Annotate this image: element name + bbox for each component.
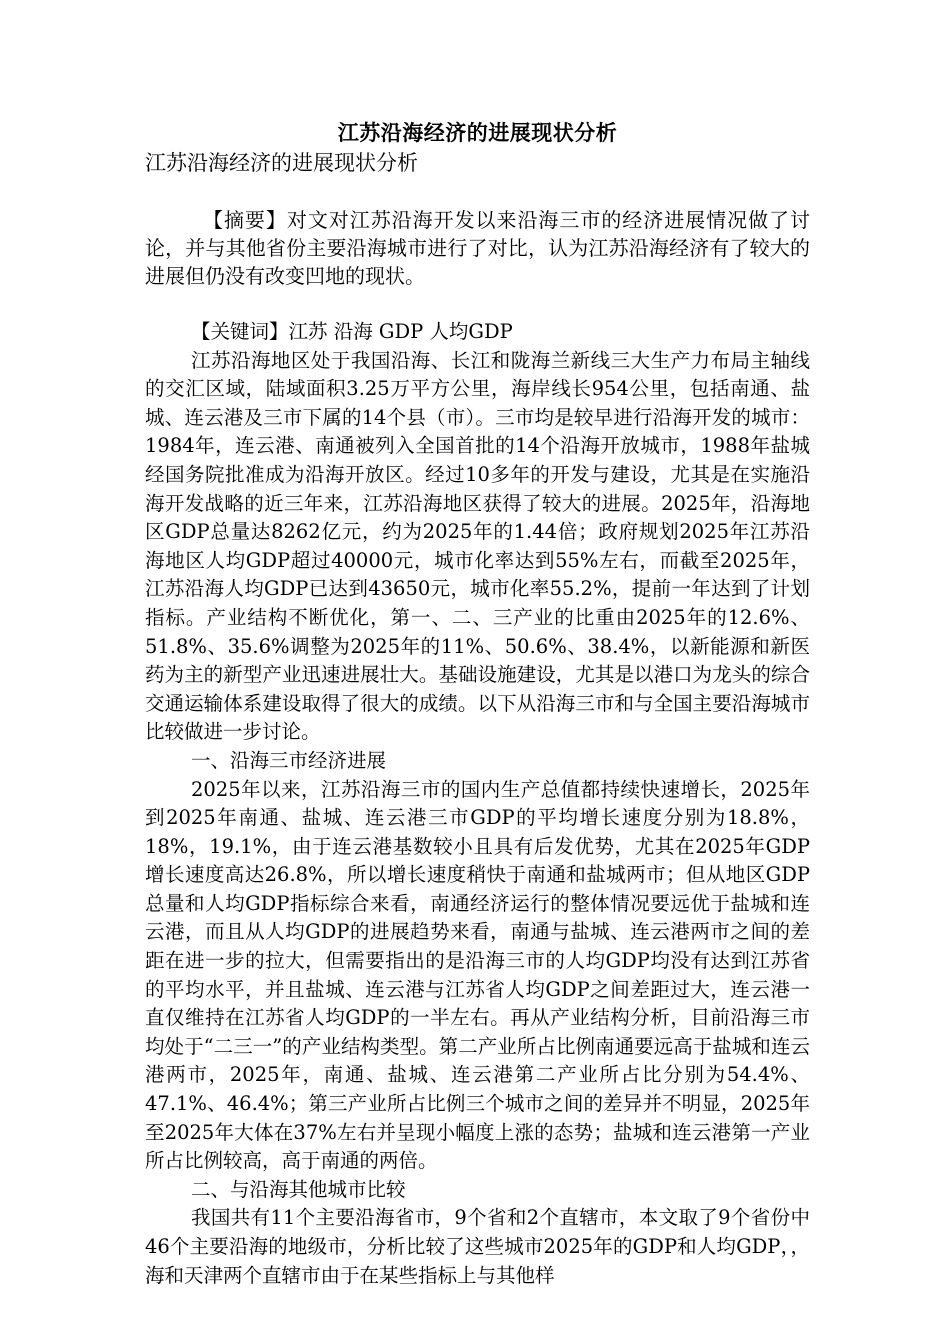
section-2-paragraph: 我国共有11个主要沿海省市，9个省和2个直辖市，本文取了9个省份中46个主要沿海的地级市，分析比较了这些城市2025年的GDP和人均GDP，，海和天津两个直辖市由于在某些指标上与其他样	[145, 1206, 810, 1287]
keywords-line: 【关键词】江苏 沿海 GDP 人均GDP	[191, 320, 513, 343]
section-heading-1: 一、沿海三市经济进展	[191, 748, 387, 772]
document-subtitle: 江苏沿海经济的进展现状分析	[145, 151, 418, 175]
document-page	[145, 118, 810, 1290]
spacer	[145, 178, 810, 206]
section-1-paragraph: 2025年以来，江苏沿海三市的国内生产总值都持续快速增长，2025年到2025年南通、盐城、连云港三市GDP的平均增长速度分别为18.8%，18%，19.1%，由于连云港基数较小且具有后发优势，尤其在2025年GDP增长速度高达26.8%，所以增长速度稍快于南通和盐城两市；但从地区GDP总量和人均GDP指标综合来看，南通经济运行的整体情况要远优于盐城和连云港，而且从人均GDP的进展趋势来看，南通与盐城、连云港两市之间的差距在进一步的拉大，但需要指出的是沿海三市的人均GDP均没有达到江苏省的平均水平，并且盐城、连云港与江苏省人均GDP之间差距过大，连云港一直仅维持在江苏省人均GDP的一半左右。再从产业结构分析，目前沿海三市均处于“二三一”的产业结构类型。第二产业所占比例南通要远高于盐城和连云港两市，2025年，南通、盐城、连云港第二产业所占比分别为54.4%、47.1%、46.4%；第三产业所占比例三个城市之间的差异并不明显，2025年至2025年大体在37%左右并呈现小幅度上涨的态势；盐城和连云港第一产业所占比例较高，高于南通的两倍。	[145, 777, 810, 1173]
abstract-paragraph: 【摘要】对文对江苏沿海开发以来沿海三市的经济进展情况做了讨论，并与其他省份主要沿海城市进行了对比，认为江苏沿海经济有了较大的进展但仍没有改变凹地的现状。	[145, 208, 810, 288]
section-heading-2: 二、与沿海其他城市比较	[191, 1177, 406, 1201]
document-title: 江苏沿海经济的进展现状分析	[337, 120, 618, 145]
intro-paragraph: 江苏沿海地区处于我国沿海、长江和陇海兰新线三大生产力布局主轴线的交汇区域，陆域面积3.25万平方公里，海岸线长954公里，包括南通、盐城、连云港及三市下属的14个县（市）。三市均是较早进行沿海开发的城市：1984年，连云港、南通被列入全国首批的14个沿海开放城市，1988年盐城经国务院批准成为沿海开放区。经过10多年的开发与建设，尤其是在实施沿海开发战略的近三年来，江苏沿海地区获得了较大的进展。2025年，沿海地区GDP总量达8262亿元，约为2025年的1.44倍；政府规划2025年江苏沿海地区人均GDP超过40000元，城市化率达到55%左右，而截至2025年，江苏沿海人均GDP已达到43650元，城市化率55.2%，提前一年达到了计划指标。产业结构不断优化，第一、二、三产业的比重由2025年的12.6%、51.8%、35.6%调整为2025年的11%、50.6%、38.4%，以新能源和新医药为主的新型产业迅速进展壮大。基础设施建设，尤其是以港口为龙头的综合交通运输体系建设取得了很大的成绩。以下从沿海三市和与全国主要沿海城市比较做进一步讨论。	[145, 348, 810, 744]
spacer	[145, 290, 810, 318]
